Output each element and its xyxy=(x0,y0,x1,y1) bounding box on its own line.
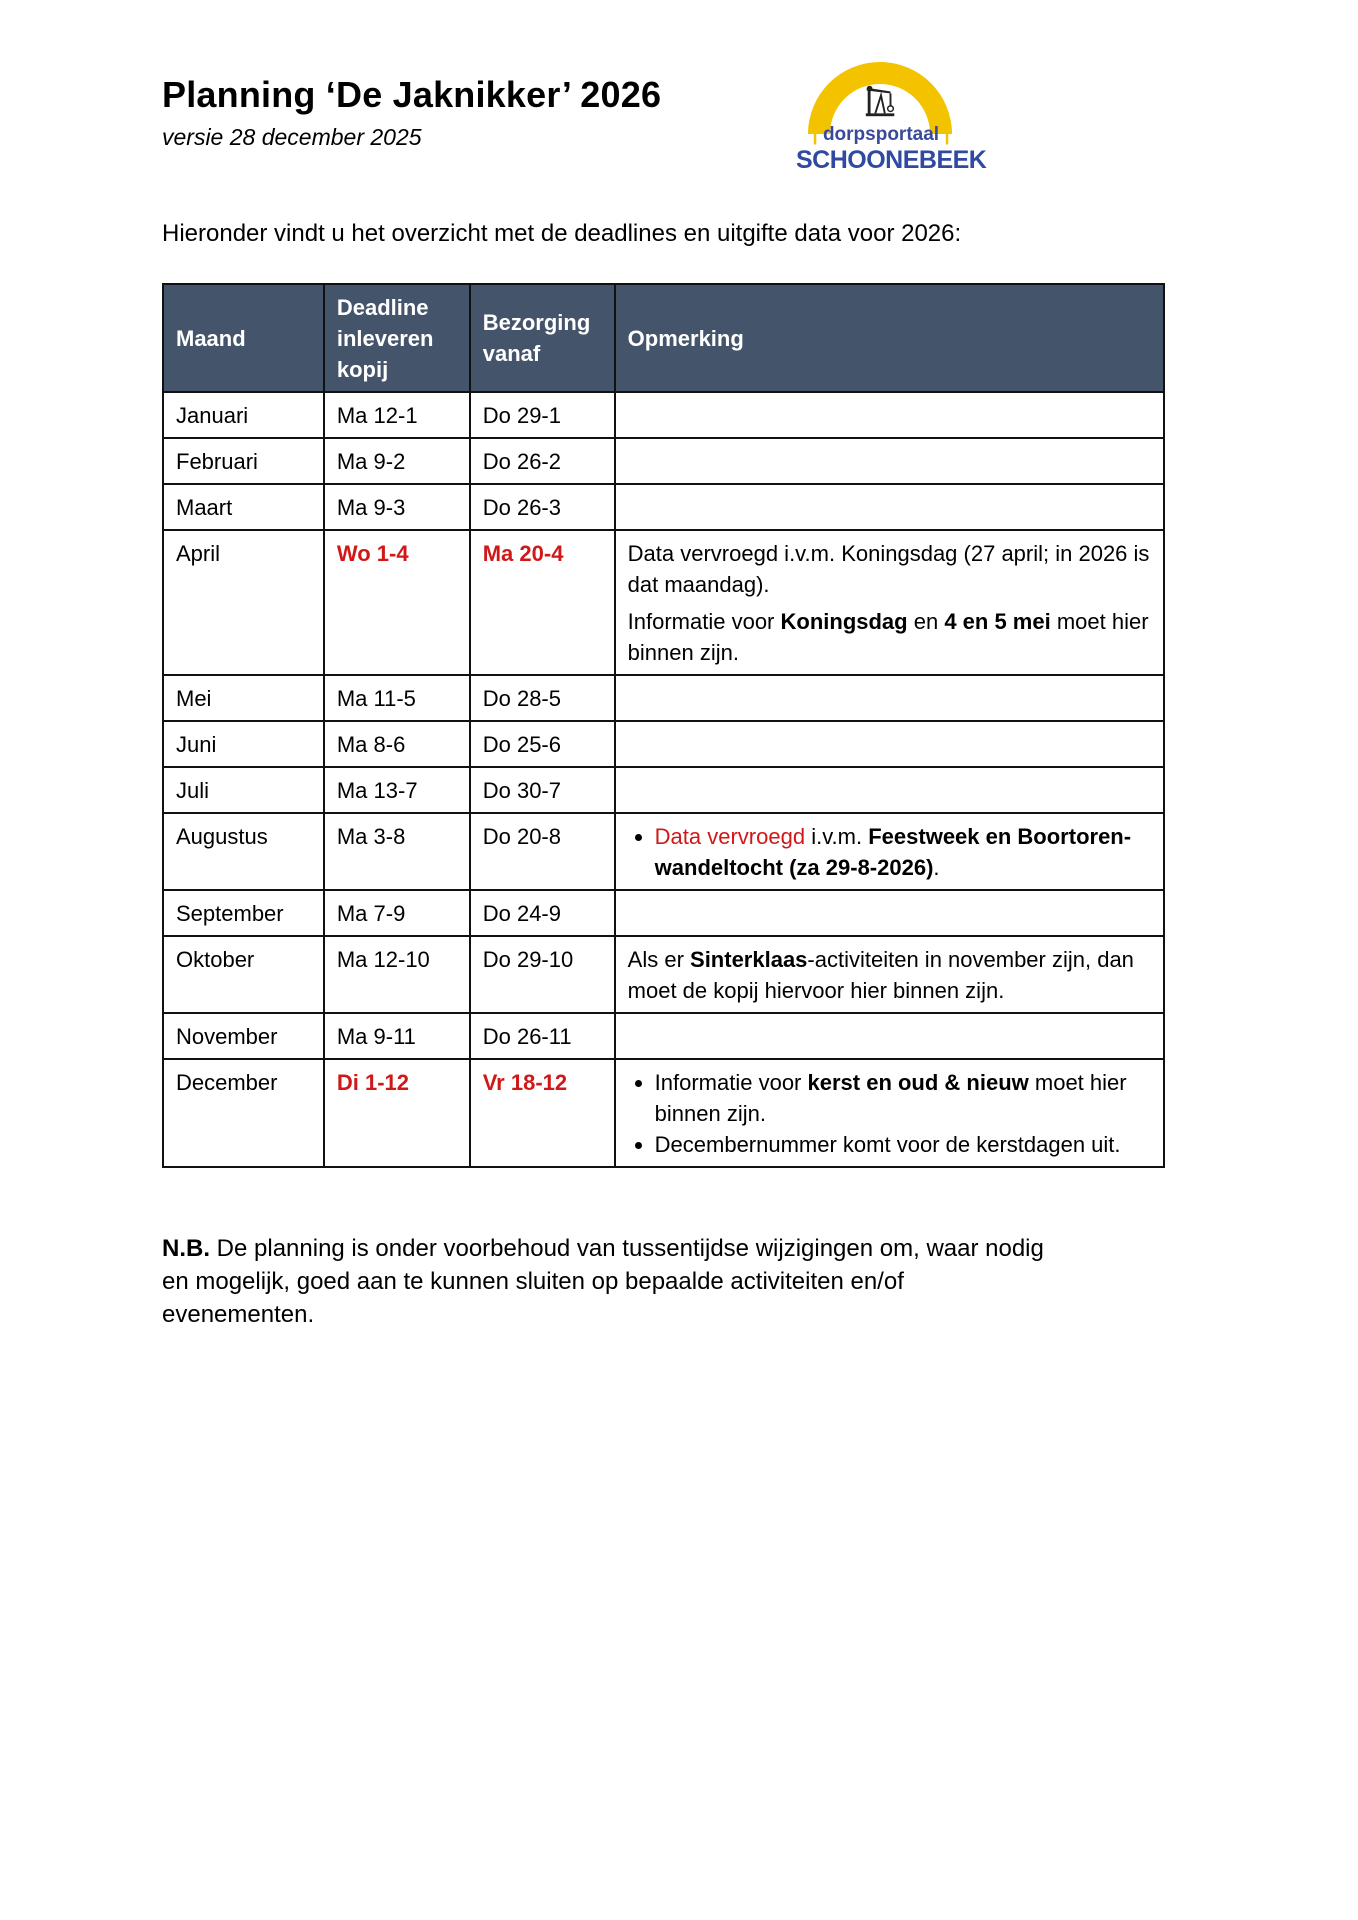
cell-opmerking xyxy=(615,530,1164,675)
cell-deadline: Ma 12-10 xyxy=(324,936,470,1013)
cell-maand: Augustus xyxy=(163,813,324,890)
column-header-opmerking: Opmerking xyxy=(615,284,1164,392)
cell-opmerking: Als er Sinterklaas-activiteiten in november zijn, dan moet de kopij hiervoor hier binnen zijn. xyxy=(615,936,1164,1013)
planning-table xyxy=(162,283,1165,1168)
table-header-row xyxy=(163,284,1164,392)
column-header-bezorging: Bezorging vanaf xyxy=(470,284,615,392)
cell-opmerking xyxy=(615,1059,1164,1167)
cell-deadline: Ma 7-9 xyxy=(324,890,470,936)
table-row xyxy=(163,1013,1164,1059)
remark-bullet: • Informatie voor kerst en oud & nieuw moet hier binnen zijn. xyxy=(655,1067,1151,1129)
oil-pump-jack-icon xyxy=(862,82,900,120)
cell-maand: April xyxy=(163,530,324,675)
cell-bezorging: Do 29-1 xyxy=(470,392,615,438)
remark-paragraph: Informatie voor Koningsdag en 4 en 5 mei moet hier binnen zijn. xyxy=(627,609,1149,665)
cell-maand: Januari xyxy=(163,392,324,438)
cell-deadline: Ma 9-2 xyxy=(324,438,470,484)
table-row xyxy=(163,438,1164,484)
table-row xyxy=(163,1059,1164,1167)
cell-opmerking xyxy=(615,721,1164,767)
cell-maand: Juni xyxy=(163,721,324,767)
table-row xyxy=(163,675,1164,721)
cell-bezorging: Ma 20-4 xyxy=(470,530,615,675)
remark-list xyxy=(628,1067,1151,1160)
cell-deadline: Ma 8-6 xyxy=(324,721,470,767)
cell-opmerking xyxy=(615,392,1164,438)
cell-deadline: Ma 9-11 xyxy=(324,1013,470,1059)
remark-paragraph: Data vervroegd i.v.m. Koningsdag (27 april; in 2026 is dat maandag). xyxy=(627,541,1150,597)
cell-maand: Mei xyxy=(163,675,324,721)
logo-line2: SCHOONEBEEK xyxy=(796,146,987,174)
cell-bezorging: Do 26-2 xyxy=(470,438,615,484)
cell-deadline: Ma 13-7 xyxy=(324,767,470,813)
cell-opmerking xyxy=(615,890,1164,936)
table-row xyxy=(163,936,1164,1013)
cell-opmerking xyxy=(615,438,1164,484)
version-subtitle: versie 28 december 2025 xyxy=(162,124,422,150)
intro-text: Hieronder vindt u het overzicht met de deadlines en uitgifte data voor 2026: xyxy=(162,220,962,247)
cell-deadline: Ma 12-1 xyxy=(324,392,470,438)
cell-deadline: Ma 11-5 xyxy=(324,675,470,721)
cell-opmerking xyxy=(615,675,1164,721)
cell-deadline: Di 1-12 xyxy=(324,1059,470,1167)
cell-maand: Maart xyxy=(163,484,324,530)
logo-line1: | dorpsportaal | xyxy=(812,124,950,145)
logo xyxy=(796,44,987,176)
remark-bullet: • Data vervroegd i.v.m. Feestweek en Boortoren-wandeltocht (za 29-8-2026). xyxy=(655,821,1151,883)
cell-maand: Juli xyxy=(163,767,324,813)
cell-opmerking xyxy=(615,813,1164,890)
cell-bezorging: Do 30-7 xyxy=(470,767,615,813)
cell-deadline: Ma 9-3 xyxy=(324,484,470,530)
footnote-label: N.B. xyxy=(162,1235,210,1262)
cell-bezorging: Do 26-11 xyxy=(470,1013,615,1059)
table-row xyxy=(163,813,1164,890)
cell-deadline: Wo 1-4 xyxy=(324,530,470,675)
cell-maand: September xyxy=(163,890,324,936)
cell-maand: December xyxy=(163,1059,324,1167)
cell-bezorging: Do 24-9 xyxy=(470,890,615,936)
cell-bezorging: Do 29-10 xyxy=(470,936,615,1013)
column-header-maand: Maand xyxy=(163,284,324,392)
table-row xyxy=(163,767,1164,813)
footnote xyxy=(162,1232,1062,1331)
cell-bezorging: Do 20-8 xyxy=(470,813,615,890)
cell-bezorging: Do 25-6 xyxy=(470,721,615,767)
cell-opmerking xyxy=(615,484,1164,530)
table-row xyxy=(163,890,1164,936)
cell-deadline: Ma 3-8 xyxy=(324,813,470,890)
cell-maand: November xyxy=(163,1013,324,1059)
cell-maand: Februari xyxy=(163,438,324,484)
cell-opmerking xyxy=(615,1013,1164,1059)
cell-opmerking xyxy=(615,767,1164,813)
page-title: Planning ‘De Jaknikker’ 2026 xyxy=(162,74,662,115)
table-row xyxy=(163,721,1164,767)
table-row xyxy=(163,484,1164,530)
table-row xyxy=(163,530,1164,675)
cell-bezorging: Do 26-3 xyxy=(470,484,615,530)
remark-list xyxy=(628,821,1151,883)
cell-maand: Oktober xyxy=(163,936,324,1013)
table-row xyxy=(163,392,1164,438)
column-header-deadline: Deadline inleveren kopij xyxy=(324,284,470,392)
remark-bullet: • Decembernummer komt voor de kerstdagen uit. xyxy=(655,1129,1151,1160)
footnote-text: De planning is onder voorbehoud van tussentijdse wijzigingen om, waar nodig en mogelijk, goed aan te kunnen sluiten op bepaalde activiteiten en/of evenementen. xyxy=(162,1235,1044,1328)
cell-bezorging: Do 28-5 xyxy=(470,675,615,721)
cell-bezorging: Vr 18-12 xyxy=(470,1059,615,1167)
